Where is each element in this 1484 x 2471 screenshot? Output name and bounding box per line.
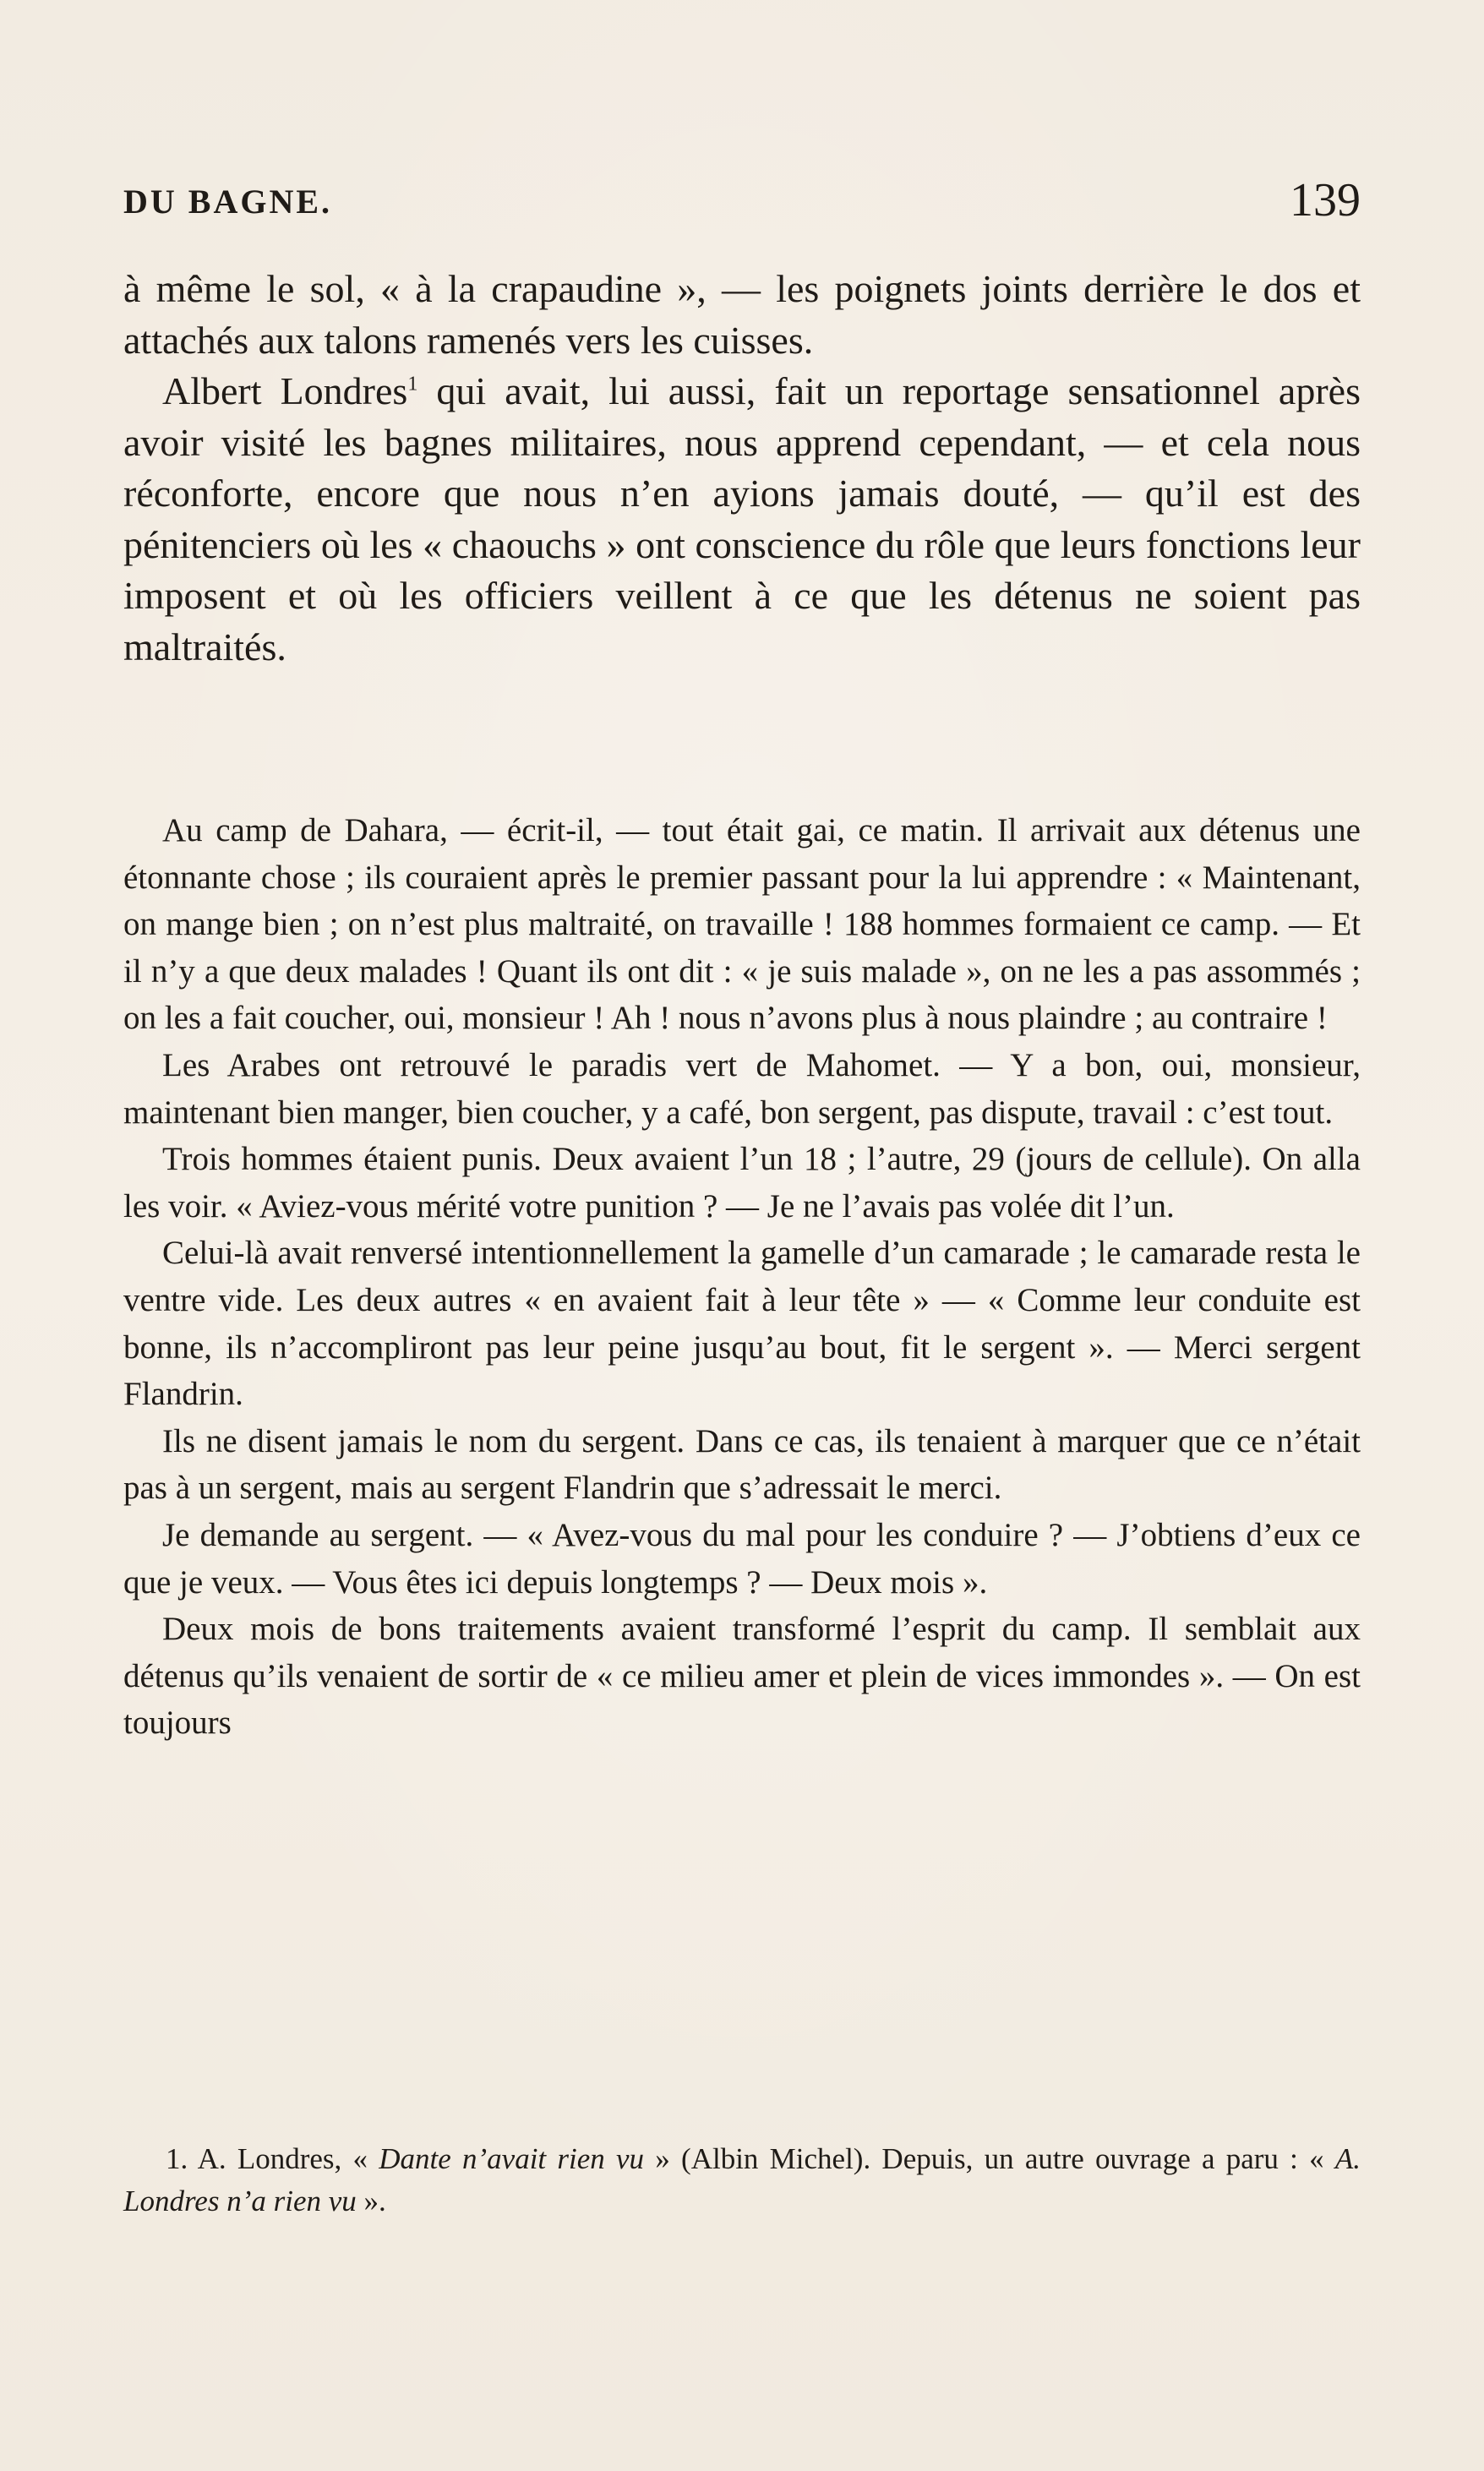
paragraph-1: à même le sol, « à la crapaudine », — les poignets joints derrière le dos et attachés aux talons ramenés vers les cuisses.	[123, 267, 1361, 362]
footnote-text-a: A. Londres, «	[197, 2142, 379, 2175]
paragraph-2-rest: qui avait, lui aussi, fait un reportage sensationnel après avoir visité les bagnes militaires, nous apprend cependant, — et cela nous réconforte, encore que nous n’en ayions jamais douté, — qu’il est des pénitenciers où les « chaouchs » ont conscience du rôle que leurs fonctions leur imposent et où les officiers veillent à ce que les détenus ne soient pas maltraités.	[123, 369, 1361, 668]
quote-paragraph-2: Les Arabes ont retrouvé le paradis vert de Mahomet. — Y a bon, oui, monsieur, maintenant bien manger, bien coucher, y a café, bon sergent, pas dispute, travail : c’est tout.	[123, 1046, 1361, 1131]
quote-paragraph-5: Ils ne disent jamais le nom du sergent. Dans ce cas, ils tenaient à marquer que ce n’était pas à un sergent, mais au sergent Flandrin que s’adressait le merci.	[123, 1422, 1361, 1507]
footnote-ref: 1	[407, 373, 418, 395]
footnotes	[123, 2138, 1361, 2223]
page-number: 139	[1290, 174, 1361, 226]
footnote-title-2: A. Londres n’a rien vu	[123, 2142, 1361, 2217]
paragraph-2-start: Albert Londres	[162, 369, 408, 412]
footnote-1	[123, 2138, 1361, 2223]
footnote-title-1: Dante n’avait rien vu	[379, 2142, 645, 2175]
page-header	[123, 173, 1361, 232]
quote-paragraph-4: Celui-là avait renversé intentionnellement la gamelle d’un camarade ; le camarade resta le ventre vide. Les deux autres « en avaient fait à leur tête » — « Comme leur conduite est bonne, ils n’accompliront pas leur peine jusqu’au bout, fit le sergent ». — Merci sergent Flandrin.	[123, 1235, 1361, 1413]
footnote-text-b: » (Albin Michel). Depuis, un autre ouvrage a paru : «	[644, 2142, 1335, 2175]
footnote-number: 1.	[166, 2142, 198, 2175]
footnote-text-c: ».	[356, 2185, 386, 2217]
running-head: DU BAGNE.	[123, 183, 333, 221]
quote-paragraph-7: Deux mois de bons traitements avaient transformé l’esprit du camp. Il semblait aux détenus qu’ils venaient de sortir de « ce milieu amer et plein de vices immondes ». — On est toujours	[123, 1611, 1361, 1742]
quote-paragraph-6: Je demande au sergent. — « Avez-vous du mal pour les conduire ? — J’obtiens d’eux ce que je veux. — Vous êtes ici depuis longtemps ? — Deux mois ».	[123, 1516, 1361, 1601]
main-text	[123, 264, 1361, 673]
quote-paragraph-1: Au camp de Dahara, — écrit-il, — tout était gai, ce matin. Il arrivait aux détenus une étonnante chose ; ils couraient après le premier passant pour la lui apprendre : « Maintenant, on mange bien ; on n’est plus maltraité, on travaille ! 188 hommes formaient ce camp. — Et il n’y a que deux malades ! Quant ils ont dit : « je suis malade », on ne les a pas assommés ; on les a fait coucher, oui, monsieur ! Ah ! nous n’avons plus à nous plaindre ; au contraire !	[123, 812, 1361, 1037]
quote-paragraph-3: Trois hommes étaient punis. Deux avaient l’un 18 ; l’autre, 29 (jours de cellule). On alla les voir. « Aviez-vous mérité votre punition ? — Je ne l’avais pas volée dit l’un.	[123, 1141, 1361, 1225]
quotation-block	[123, 807, 1361, 1747]
paragraph-2	[123, 366, 1361, 673]
